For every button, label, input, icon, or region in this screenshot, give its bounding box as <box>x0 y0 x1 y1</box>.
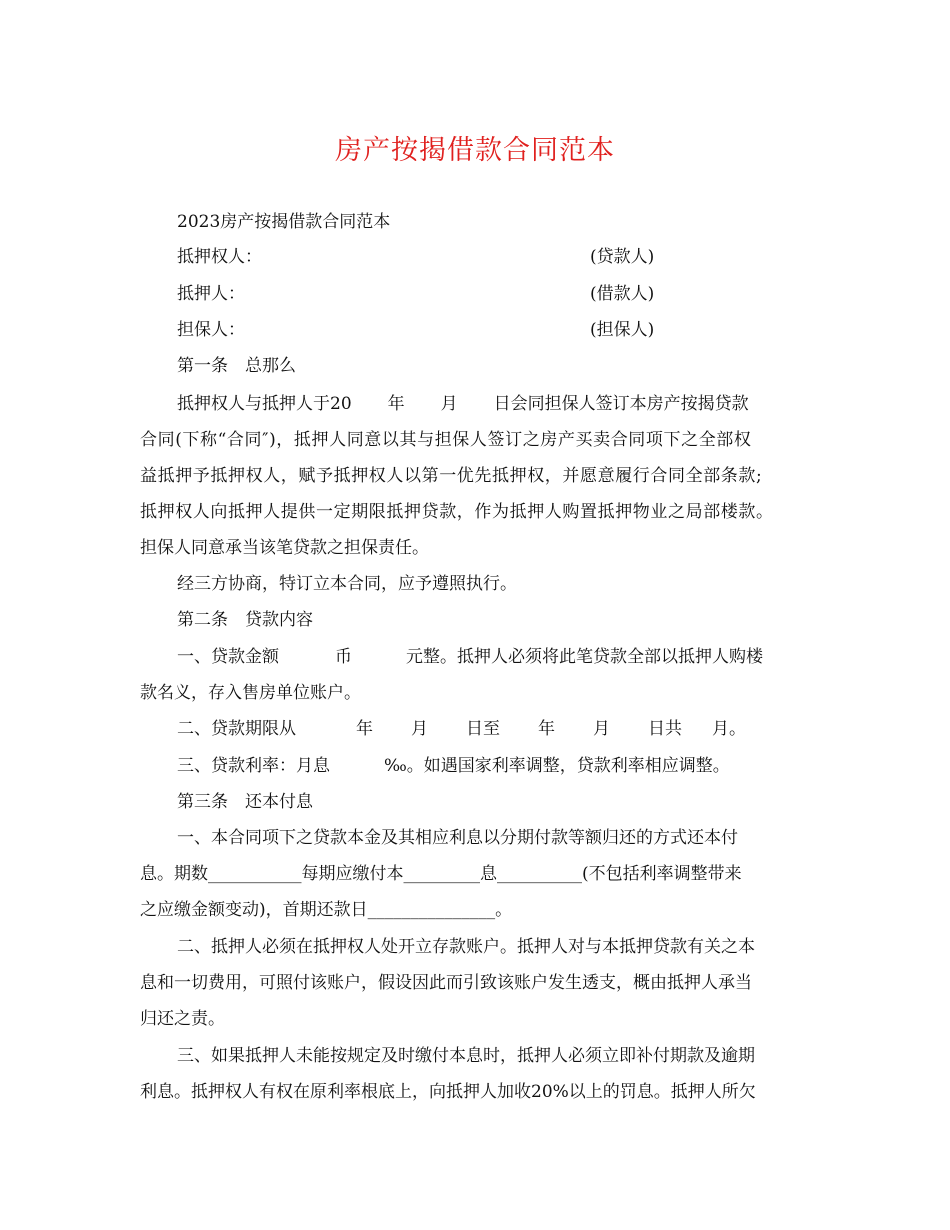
article1-text-month: 月 <box>440 394 458 414</box>
article1-text-a: 抵押权人与抵押人于20 <box>177 394 352 414</box>
article2-item2-months: 月。 <box>712 719 746 739</box>
article2-item2-month2: 月 <box>593 719 610 739</box>
party-mortgagee-role: (贷款人) <box>590 247 655 267</box>
article1-heading: 第一条 总那么 <box>177 356 296 376</box>
article1-paragraph1-line4: 抵押权人向抵押人提供一定期限抵押贷款，作为抵押人购置抵押物业之局部楼款。 <box>140 502 774 522</box>
article3-item3-line1: 三、如果抵押人未能按规定及时缴付本息时，抵押人必须立即补付期款及逾期 <box>177 1046 755 1066</box>
article1-text-year: 年 <box>387 394 405 414</box>
article1-text-day: 日会同担保人签订本房产按揭贷款 <box>493 394 749 414</box>
article1-paragraph1-line3: 益抵押予抵押权人，赋予抵押权人以第一优先抵押权，并愿意履行合同全部条款; <box>140 466 763 486</box>
party-mortgagor-role: (借款人) <box>590 284 655 304</box>
article2-item3 <box>177 754 730 778</box>
article2-item3-rest: ‰。如遇国家利率调整，贷款利率相应调整。 <box>384 756 730 776</box>
article2-item1-amount-label: 一、贷款金额 <box>177 647 279 667</box>
article1-paragraph1-line1 <box>177 392 749 416</box>
article3-item2-line1: 二、抵押人必须在抵押权人处开立存款账户。抵押人对与本抵押贷款有关之本 <box>177 937 755 957</box>
article2-item2 <box>177 717 746 741</box>
article2-item1-line1 <box>177 645 763 669</box>
article3-item2-line3: 归还之责。 <box>140 1009 225 1029</box>
article2-item1-line2: 款名义，存入售房单位账户。 <box>140 683 361 703</box>
article3-item1-line2: 息。期数___________每期应缴付本_________息__________(不包括利率调整带来 <box>140 864 742 884</box>
article1-paragraph2: 经三方协商，特订立本合同，应予遵照执行。 <box>177 574 517 594</box>
article3-heading: 第三条 还本付息 <box>177 792 313 812</box>
article1-paragraph1-line5: 担保人同意承当该笔贷款之担保责任。 <box>140 538 429 558</box>
article2-item2-year1: 年 <box>356 719 373 739</box>
article2-item3-rate-label: 三、贷款利率：月息 <box>177 756 330 776</box>
article2-heading: 第二条 贷款内容 <box>177 610 313 630</box>
article1-paragraph1-line2: 合同(下称“合同″)，抵押人同意以其与担保人签订之房产买卖合同项下之全部权 <box>140 430 752 450</box>
article3-item1-line3: 之应缴金额变动)，首期还款日_______________。 <box>140 900 513 920</box>
article3-item1-line1: 一、本合同项下之贷款本金及其相应利息以分期付款等额归还的方式还本付 <box>177 828 738 848</box>
article2-item1-currency: 币 <box>335 647 352 667</box>
document-title: 房产按揭借款合同范本 <box>335 135 615 166</box>
article2-item2-from: 二、贷款期限从 <box>177 719 296 739</box>
article2-item2-month1: 月 <box>411 719 428 739</box>
article3-item3-line2: 利息。抵押权人有权在原利率根底上，向抵押人加收20%以上的罚息。抵押人所欠 <box>140 1082 756 1102</box>
article2-item2-to: 日至 <box>466 719 500 739</box>
party-guarantor-label: 担保人： <box>177 320 245 340</box>
article2-item1-rest: 元整。抵押人必须将此笔贷款全部以抵押人购楼 <box>406 647 763 667</box>
party-mortgagor-label: 抵押人： <box>177 284 245 304</box>
document-subtitle: 2023房产按揭借款合同范本 <box>177 212 391 232</box>
article2-item2-year2: 年 <box>538 719 555 739</box>
party-guarantor-role: (担保人) <box>590 320 655 340</box>
article3-item2-line2: 息和一切费用，可照付该账户，假设因此而引致该账户发生透支，概由抵押人承当 <box>140 973 752 993</box>
party-mortgagee-label: 抵押权人： <box>177 247 262 267</box>
article2-item2-total: 日共 <box>648 719 682 739</box>
